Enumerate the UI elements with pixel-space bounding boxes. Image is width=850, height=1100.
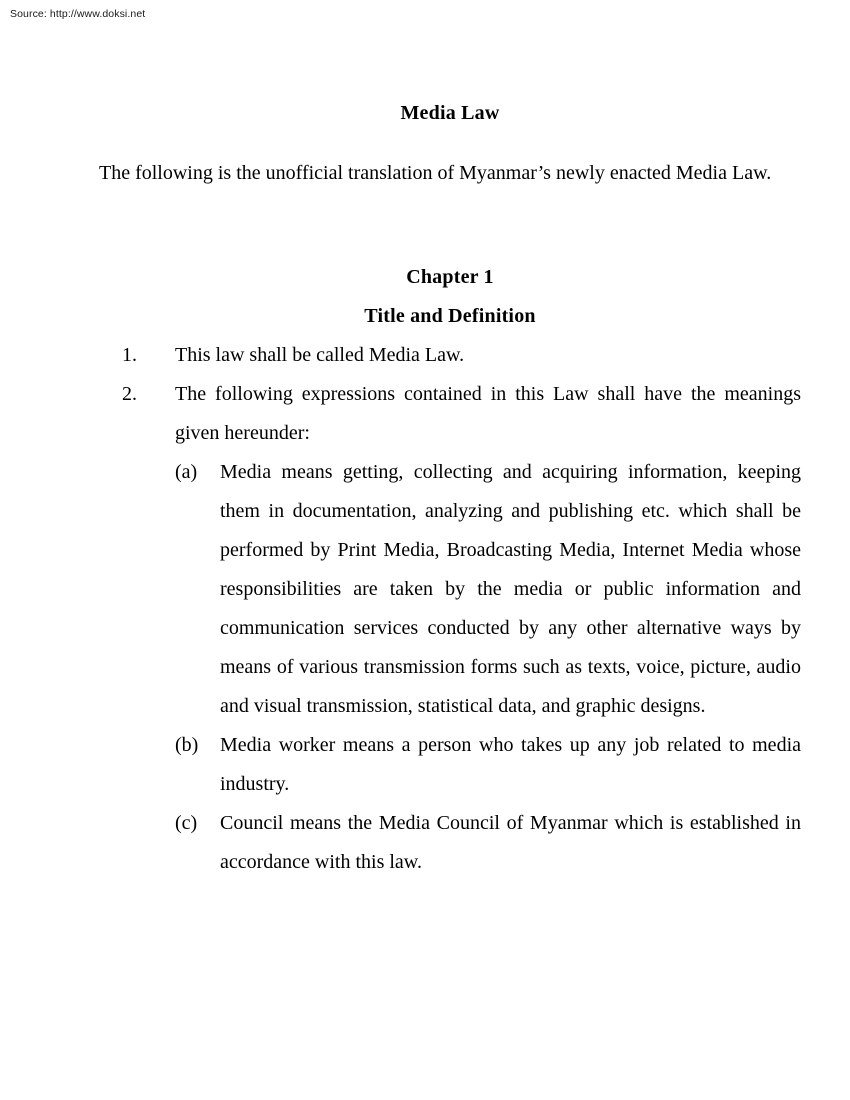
source-attribution: Source: http://www.doksi.net <box>10 8 146 20</box>
clause-list <box>99 336 801 453</box>
clause-marker: 2. <box>122 383 137 405</box>
clause-text: This law shall be called Media Law. <box>175 344 465 366</box>
page-title: Media Law <box>400 102 500 124</box>
clause-text: The following expressions contained in this Law shall have the meanings given hereunder: <box>175 383 801 444</box>
subclause-text: Media worker means a person who takes up any job related to media industry. <box>220 734 801 795</box>
page-content <box>99 0 801 1100</box>
clause-item <box>99 336 801 375</box>
clause-item <box>99 375 801 453</box>
intro-paragraph: The following is the unofficial translation of Myanmar’s newly enacted Media Law. <box>99 162 772 184</box>
subclause-item <box>99 453 801 726</box>
subclause-marker: (b) <box>175 734 199 756</box>
subclause-list <box>99 453 801 882</box>
clause-marker: 1. <box>122 344 137 366</box>
subclause-marker: (a) <box>175 461 198 483</box>
chapter-subject-heading: Title and Definition <box>364 305 536 327</box>
subclause-text: Media means getting, collecting and acquiring information, keeping them in documentation, analyzing and publishing etc. which shall be performed by Print Media, Broadcasting Media, Internet Media whose responsibilities are taken by the media or public information and communication services conducted by any other alternative ways by means of various transmission forms such as texts, voice, picture, audio and visual transmission, statistical data, and graphic designs. <box>220 461 801 717</box>
subclause-marker: (c) <box>175 812 198 834</box>
subclause-text: Council means the Media Council of Myanmar which is established in accordance with this law. <box>220 812 801 873</box>
subclause-item <box>99 726 801 804</box>
subclause-item <box>99 804 801 882</box>
chapter-number-heading: Chapter 1 <box>406 266 494 288</box>
